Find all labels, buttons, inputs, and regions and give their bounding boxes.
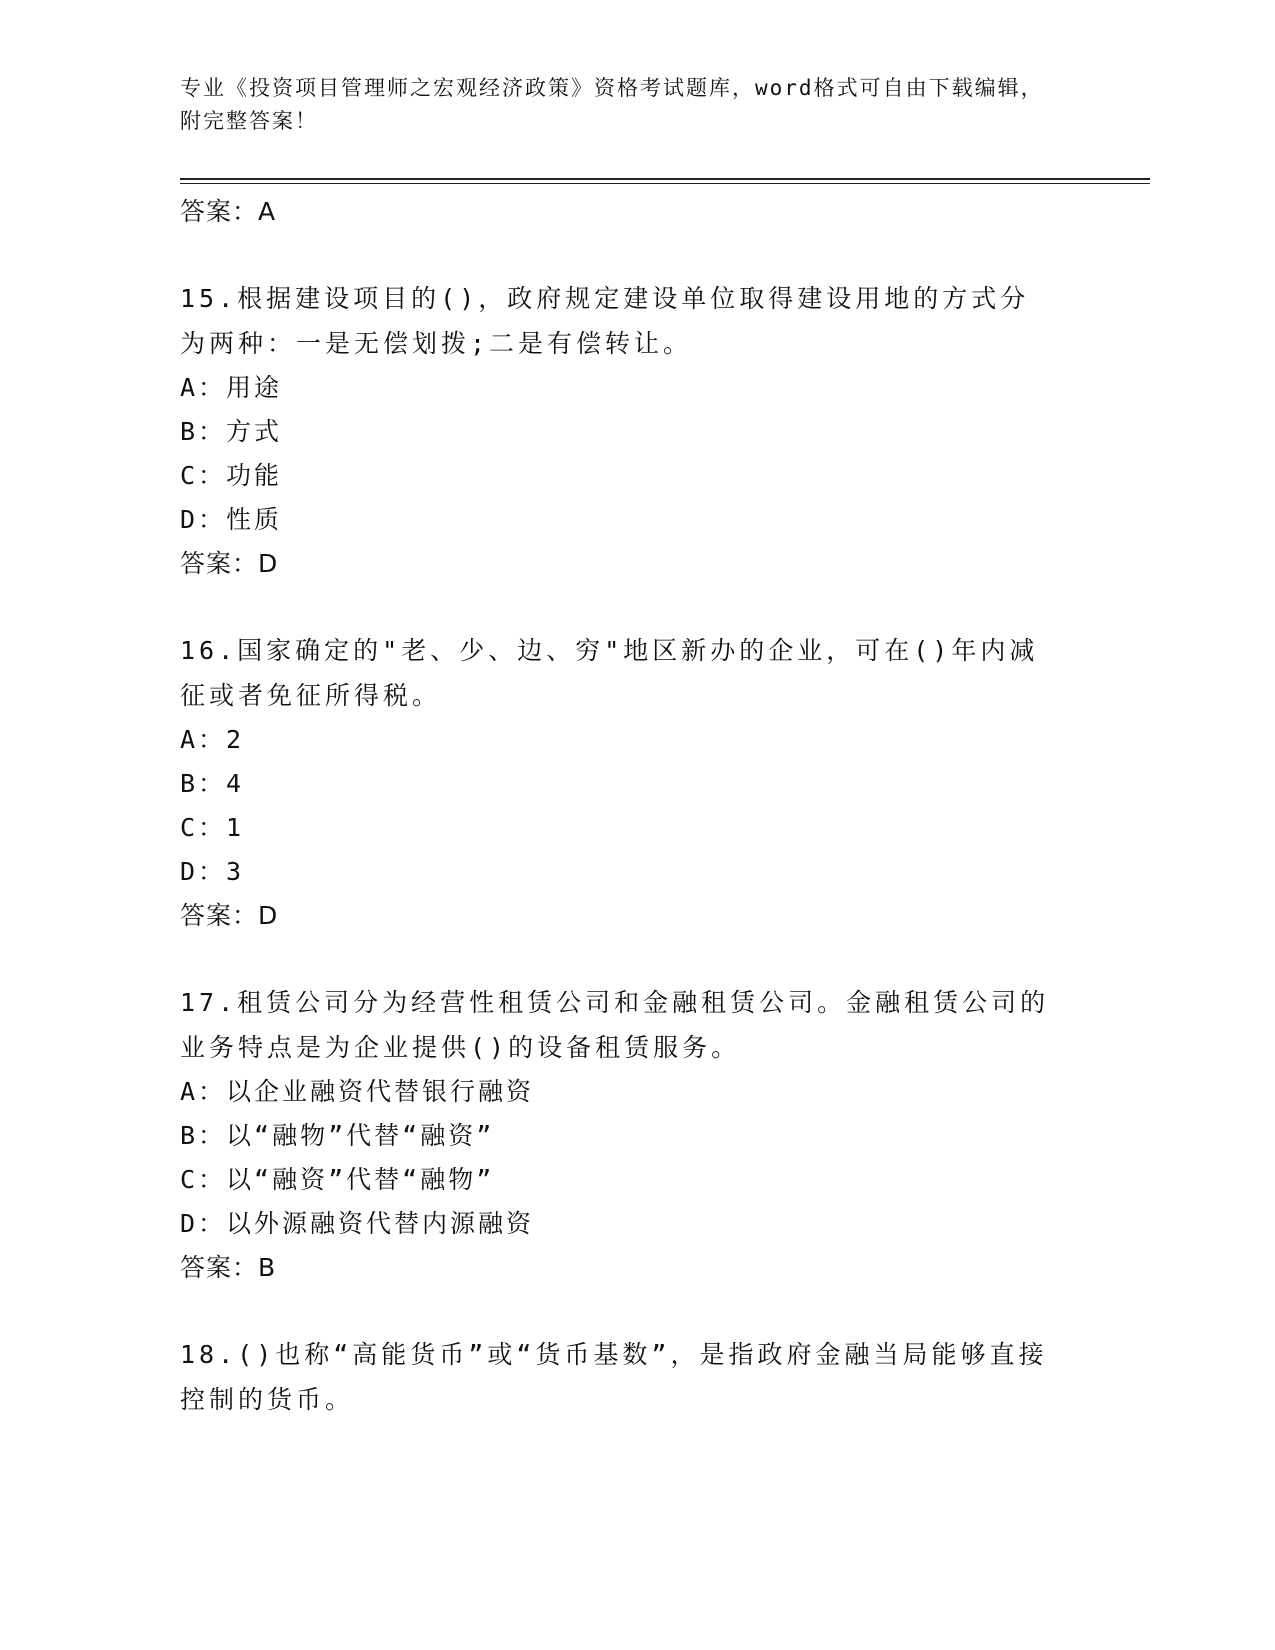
option-d: D：以外源融资代替内源融资 bbox=[180, 1209, 535, 1238]
header-divider-thin bbox=[180, 183, 1150, 184]
page-header: 专业《投资项目管理师之宏观经济政策》资格考试题库，word格式可自由下载编辑，附完整答案！ bbox=[180, 76, 1044, 133]
question-stem: 17.租赁公司分为经营性租赁公司和金融租赁公司。金融租赁公司的业务特点是为企业提供()的设备租赁服务。 bbox=[180, 988, 1050, 1062]
option-c: C：功能 bbox=[180, 461, 283, 490]
option-d: D：3 bbox=[180, 857, 245, 886]
answer-line: 答案：D bbox=[180, 901, 279, 930]
question-17 bbox=[180, 980, 1080, 1290]
option-c: C：以“融资”代替“融物” bbox=[180, 1165, 495, 1194]
option-d: D：性质 bbox=[180, 505, 283, 534]
question-15 bbox=[180, 276, 1080, 586]
option-a: A：以企业融资代替银行融资 bbox=[180, 1077, 535, 1106]
spacer bbox=[180, 1290, 1080, 1332]
spacer bbox=[180, 938, 1080, 980]
question-stem: 16.国家确定的"老、少、边、穷"地区新办的企业，可在()年内减征或者免征所得税。 bbox=[180, 636, 1039, 710]
answer-line: 答案：A bbox=[180, 197, 277, 226]
question-18 bbox=[180, 1332, 1080, 1422]
spacer bbox=[180, 234, 1080, 276]
option-a: A：2 bbox=[180, 725, 245, 754]
question-stem: 18.()也称“高能货币”或“货币基数”，是指政府金融当局能够直接控制的货币。 bbox=[180, 1340, 1048, 1414]
question-16 bbox=[180, 628, 1080, 938]
option-c: C：1 bbox=[180, 813, 245, 842]
answer-line: 答案：D bbox=[180, 549, 279, 578]
option-a: A：用途 bbox=[180, 373, 283, 402]
option-b: B：4 bbox=[180, 769, 245, 798]
option-b: B：以“融物”代替“融资” bbox=[180, 1121, 495, 1150]
header-divider bbox=[180, 178, 1150, 180]
spacer bbox=[180, 586, 1080, 628]
question-list bbox=[180, 190, 1080, 1422]
option-b: B：方式 bbox=[180, 417, 283, 446]
question-stem: 15.根据建设项目的()，政府规定建设单位取得建设用地的方式分为两种：一是无偿划拨;二是有偿转让。 bbox=[180, 284, 1030, 358]
answer-line: 答案：B bbox=[180, 1253, 277, 1282]
